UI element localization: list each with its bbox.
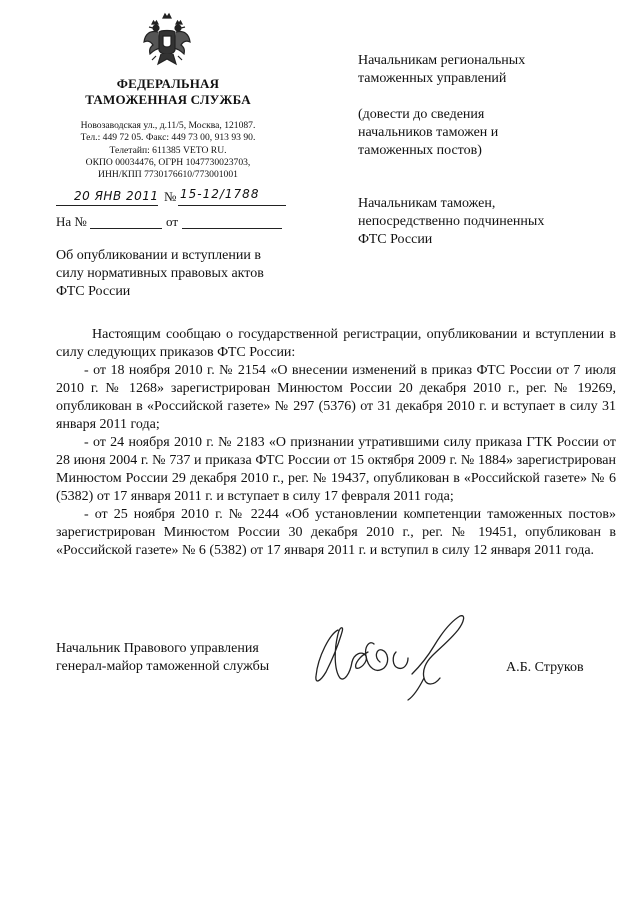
double-headed-eagle-icon — [142, 12, 192, 70]
addressee-line: непосредственно подчиненных — [358, 214, 545, 229]
addressee-line: ФТС России — [358, 232, 433, 247]
signer-title-line: Начальник Правового управления — [56, 641, 259, 656]
reference-line — [56, 214, 286, 232]
address-line: Новозаводская ул., д.11/5, Москва, 121087. — [80, 120, 256, 131]
order-list-item: - от 25 ноября 2010 г. № 2244 «Об установлении компетенции таможенных постов» зарегистрирован Минюстом России 30 декабря 2010 г., рег. № 19451, опубликован в «Российской газете» № 6 (5382) от 17 января 2011 г. и вступил в силу 12 января 2011 года. — [56, 507, 616, 558]
document-subject — [56, 247, 296, 301]
registration-date: 20 ЯНВ 2011 — [74, 189, 159, 203]
addressee-line: (довести до сведения — [358, 107, 485, 122]
handwritten-signature-icon — [304, 612, 504, 702]
reference-date-blank — [182, 228, 282, 229]
address-line: ОКПО 00034476, ОГРН 1047730023703, — [85, 156, 251, 168]
address-line: Тел.: 449 72 05. Факс: 449 73 00, 913 93 90. — [80, 132, 256, 144]
organization-name — [56, 76, 280, 108]
org-name-line-1: ФЕДЕРАЛЬНАЯ — [116, 76, 220, 91]
letter-body — [56, 326, 616, 560]
org-name-line-2: ТАМОЖЕННАЯ СЛУЖБА — [85, 92, 251, 107]
number-underline — [178, 205, 286, 206]
signer-title — [56, 640, 316, 676]
registration-number-label: № — [164, 189, 177, 204]
reference-number-label: На № — [56, 214, 87, 229]
body-intro-paragraph: Настоящим сообщаю о государственной регистрации, опубликовании и вступлении в силу следующих приказов ФТС России: — [56, 327, 616, 360]
registration-line — [56, 188, 286, 208]
addressee-line: таможенных постов) — [358, 143, 482, 158]
addressee-customs-heads — [358, 195, 598, 249]
addressee-note — [358, 106, 598, 160]
signer-name: А.Б. Струков — [506, 660, 584, 675]
reference-date-label: от — [166, 214, 179, 229]
organization-address — [56, 120, 280, 181]
order-list-item: - от 24 ноября 2010 г. № 2183 «О признании утратившими силу приказа ГТК России от 28 июня 2004 г. № 737 и приказа ФТС России от 15 октября 2009 г. № 1884» зарегистрирован Минюстом России 29 декабря 2010 г., рег. № 19437, опубликован в «Российской газете» № 6 (5382) от 17 января 2011 г. и вступает в силу 17 февраля 2011 года; — [56, 435, 616, 504]
subject-line: силу нормативных правовых актов — [56, 266, 264, 281]
addressee-line: таможенных управлений — [358, 71, 507, 86]
reference-number-blank — [90, 228, 162, 229]
order-list-item: - от 18 ноября 2010 г. № 2154 «О внесении изменений в приказ ФТС России от 7 июля 2010 г. № 1268» зарегистрирован Минюстом России 20 декабря 2010 г., рег. № 19269, опубликован в «Российской газете» № 297 (5376) от 31 декабря 2010 г. и вступает в силу 31 января 2011 года; — [56, 363, 616, 432]
address-line: ИНН/КПП 7730176610/773001001 — [98, 169, 238, 181]
address-line: Телетайп: 611385 VETO RU. — [109, 144, 227, 156]
subject-line: Об опубликовании и вступлении в — [56, 248, 261, 263]
registration-number: 15-12/1788 — [180, 187, 260, 201]
subject-line: ФТС России — [56, 284, 131, 299]
signer-title-line: генерал-майор таможенной службы — [56, 659, 270, 674]
date-underline — [56, 205, 158, 206]
addressee-regional-administrations — [358, 52, 598, 88]
addressee-line: Начальникам таможен, — [358, 196, 496, 211]
addressee-line: Начальникам региональных — [358, 53, 526, 68]
addressee-line: начальников таможен и — [358, 125, 499, 140]
